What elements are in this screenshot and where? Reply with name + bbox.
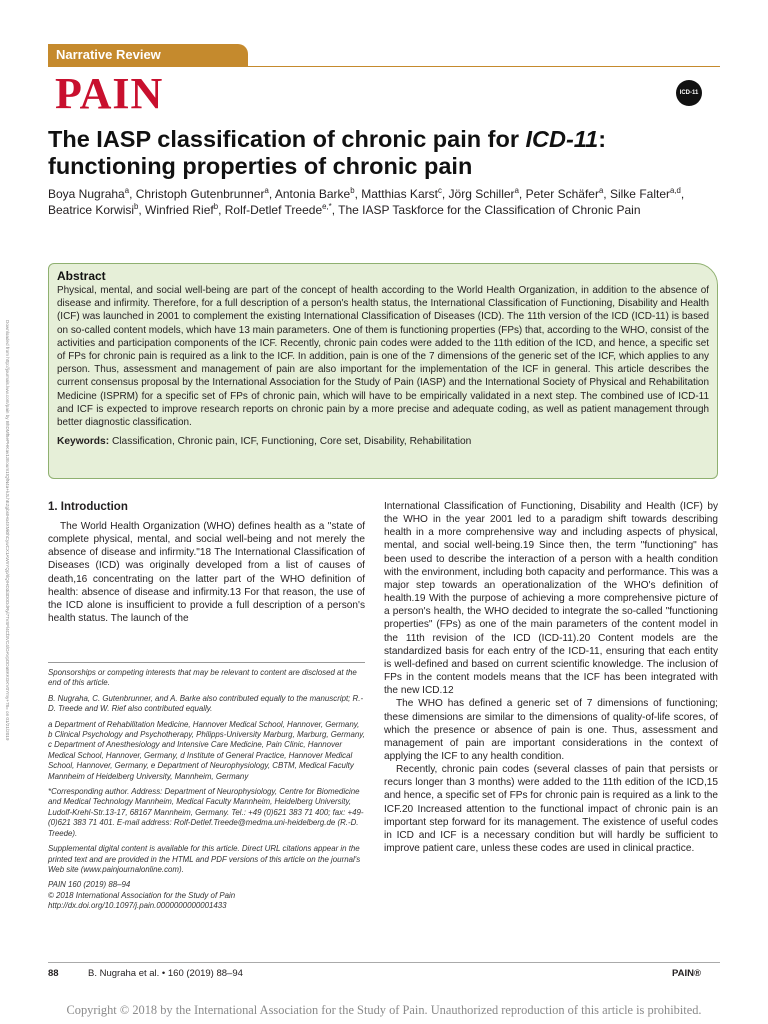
copyright-notice: Copyright © 2018 by the International Association for the Study of Pain. Unauthorized reproduction of this article is prohibited.	[66, 1003, 702, 1017]
right-column	[384, 500, 718, 855]
author-affiliation: b	[350, 186, 355, 195]
body-paragraph: The WHO has defined a generic set of 7 dimensions of functioning; these dimensions are similar to the dimensions of quality-of-life scores, of which the presence or absence of pain is one. Thus, assessment and management of pain are important considerations in the context of applying the ICF to any health condition.	[384, 698, 718, 762]
keywords	[57, 436, 709, 447]
abstract-heading: Abstract	[57, 269, 106, 283]
author-affiliation: a,d	[670, 186, 681, 195]
abstract-box	[48, 263, 718, 479]
title-part-1: The IASP classification of chronic pain for	[48, 126, 526, 152]
title-part-2: : functioning properties of chronic pain	[48, 126, 607, 179]
author-name: Jörg Schiller$^a$	[448, 186, 519, 201]
section-label: Narrative Review	[48, 44, 248, 66]
icd-11-badge: ICD-11	[676, 80, 702, 106]
author-list: Boya Nugraha$^a$, Christoph Gutenbrunner$^a$, Antonia Barke$^b$, Matthias Karst$^c$, Jörg Schiller$^a$, Peter Schäfer$^a$, Silke Falter$^{a,d}$, Beatrice Korwisi$^b$, Winfried Rief$^b$, Rolf-Detlef Treede$^{e,*}$, The IASP Taskforce for the Classification of Chronic Pain	[48, 186, 685, 218]
footnote-doi[interactable]: http://dx.doi.org/10.1097/j.pain.0000000000001433	[48, 901, 227, 911]
header-rule	[48, 66, 720, 67]
author-affiliation: a	[264, 186, 269, 195]
author-affiliation: b	[134, 202, 139, 212]
author-name: Silke Falter$^{a,d}$	[609, 186, 681, 201]
keywords-label: Keywords:	[57, 436, 110, 448]
author-name: Winfried Rief$^b$	[145, 202, 219, 218]
keywords-list: Classification, Chronic pain, ICF, Functioning, Core set, Disability, Rehabilitation	[111, 436, 472, 448]
author-affiliation: b	[213, 202, 219, 212]
footnote: a Department of Rehabilitation Medicine, Hannover Medical School, Hannover, Germany, b Clinical Psychology and Psychotherapy, Philipps-University Marburg, Marburg, Germany, c Department of Anesthesiology and Intensive Care Medicine, Pain Clinic, Hannover Medical School, Hannover, Germany, d Institute of General Practice, Hannover Medical School, Hannover, Germany, e Department of Neurophysiology, CBTM, Medical Faculty Mannheim of Heidelberg University, Mannheim, Germany	[48, 719, 365, 781]
abstract-text: Physical, mental, and social well-being are part of the concept of health according to the World Health Organization, in addition to the absence of disease and infirmity. Therefore, for a full description of a person's health status, the International Classification of Functioning, Disability and Health (ICF) was launched in 2001 to complement the existing International Classification of Diseases (ICD). The 11th version of the ICD (ICD-11) is based on so-called content models, which have 13 main parameters. One of them is functioning properties (FPs) that, according to the WHO, consist of the activities and participation components of the ICF. Recently, chronic pain codes were added to the 11th edition of the ICD, and hence, a specific set of FPs for chronic pain is required as a link to the ICF. In addition, pain is one of the 7 dimensions of the generic set of the ICF, which applies to any person. Thus, assessment and management of pain are also important for the implementation of the ICF in general. This article describes the current consensus proposal by the International Association for the Study of Pain (IASP) and the International Society of Physical and Rehabilitation Medicine (ISPRM) for a specific set of FPs of chronic pain, which will have to be empirically validated in a next step. The combined use of ICD-11 and ICF is expected to improve research reports on chronic pain by a more precise and adequate coding, as well as patient management through better diagnostic classification.	[57, 285, 709, 429]
footnote: Sponsorships or competing interests that may be relevant to content are disclosed at the end of this article.	[48, 668, 357, 688]
footer-citation: B. Nugraha et al. • 160 (2019) 88–94	[88, 968, 243, 979]
footnote: B. Nugraha, C. Gutenbrunner, and A. Barke also contributed equally to the manuscript; R.-D. Treede and W. Rief also contributed equally.	[48, 693, 364, 714]
author-name: Rolf-Detlef Treede$^{e,*}$	[224, 202, 332, 218]
footnote: *Corresponding author. Address: Department of Neurophysiology, Centre for Biomedicine and Medical Technology Mannheim, Medical Faculty Mannheim, Heidelberg University, Ludolf-Krehl-Str.13-17, 68167 Mannheim, Germany. Tel.: +49 (0)621 383 71 400; fax: +49-(0)621 383 71 401. E-mail address: Rolf-Detlef.Treede@medma.uni-heidelberg.de (R.-D. Treede).	[48, 787, 364, 838]
body-paragraph: International Classification of Functioning, Disability and Health (ICF) by the WHO in the year 2001 led to a paradigm shift towards describing health in a more comprehensive way and including aspects of physical, mental, and social well-being.19 Since then, the term "functioning" has been used to describe the interaction of a person with a health condition with the environment, including both capacity and performance. This was a major step towards an operationalization of the WHO's definition of health.19 With the purpose of achieving a more comprehensive picture of a person's health, the WHO decided to integrate the so-called "functioning properties" (FPs) as one of the main parameters of the content model in the 11th revision of the ICD (ICD-11).20 Content models are the standardized basis for each entry of the ICD-11, ensuring that each entity is well-defined and based on current scientific knowledge. The inclusion of FPs in the content models means that the ICF has been integrated with the new ICD.12	[384, 501, 718, 697]
title-italic: ICD-11	[525, 126, 599, 152]
journal-logo: PAIN	[55, 69, 164, 118]
article-title	[48, 126, 718, 180]
author-affiliation: c	[437, 186, 442, 195]
author-name: Boya Nugraha$^a$	[48, 186, 130, 201]
author-affiliation: a	[598, 186, 604, 195]
author-affiliation: a	[514, 186, 519, 195]
footer-journal: PAIN®	[672, 968, 701, 979]
footnote: © 2018 International Association for the Study of Pain	[48, 890, 236, 900]
author-name: Christoph Gutenbrunner$^a$	[135, 186, 269, 201]
body-paragraph: Recently, chronic pain codes (several classes of pain that persists or recurs longer than 3 months) were added to the 11th edition of the ICD,15 and hence, a specific set of FPs for chronic pain is required as a link to the ICF.20 Increased attention to the functional impact of chronic pain is an important step forward for its management. The existence of useful codes in ICD and ICF is a necessary condition but will hardly be sufficient to improve patient care, unless these codes are used in clinical practice.	[384, 764, 718, 855]
author-name: Matthias Karst$^c$	[361, 186, 442, 201]
intro-heading: 1. Introduction	[48, 501, 128, 513]
author-name: Peter Schäfer$^a$	[525, 186, 604, 201]
intro-paragraph: The World Health Organization (WHO) defines health as a "state of complete physical, mental, and social well-being and not merely the absence of disease and infirmity."18 The International Classification of Diseases (ICD) was originally developed from a list of causes of death,16 concentrating on the latter part of the WHO definition of health: absence of disease and infirmity.13 For that reason, the use of the ICD alone is insufficient to provide a full description of a person's health status. The launch of the	[48, 521, 365, 625]
author-name: Antonia Barke$^b$	[274, 186, 355, 201]
footnotes	[48, 668, 365, 912]
footnote: Supplemental digital content is available for this article. Direct URL citations appear in the printed text and are provided in the HTML and PDF versions of this article on the journal's Web site (www.painjournalonline.com).	[48, 844, 361, 874]
left-column	[48, 500, 365, 625]
author-name: Beatrice Korwisi$^b$	[48, 202, 139, 218]
author-affiliation: e,*	[322, 202, 332, 212]
footer-rule	[48, 962, 720, 963]
footnote-rule	[48, 662, 365, 663]
download-note: Downloaded from http://journals.lww.com/pain by BhDMf5ePHKav1zEoum1tQfN4a+kJLhEZgbsIHo4XMi0hCywCX1AWnYQp/IlQrHD3i3D0OdRyi7TvSFl4Cf3VC4/OAVpDDa8KKGKV0Ymy+78= on 01/21/2019	[5, 320, 10, 741]
page-number: 88	[48, 968, 59, 979]
footnote: PAIN 160 (2019) 88–94	[48, 880, 131, 890]
author-affiliation: a	[124, 186, 130, 195]
taskforce: The IASP Taskforce for the Classification of Chronic Pain	[338, 203, 641, 218]
